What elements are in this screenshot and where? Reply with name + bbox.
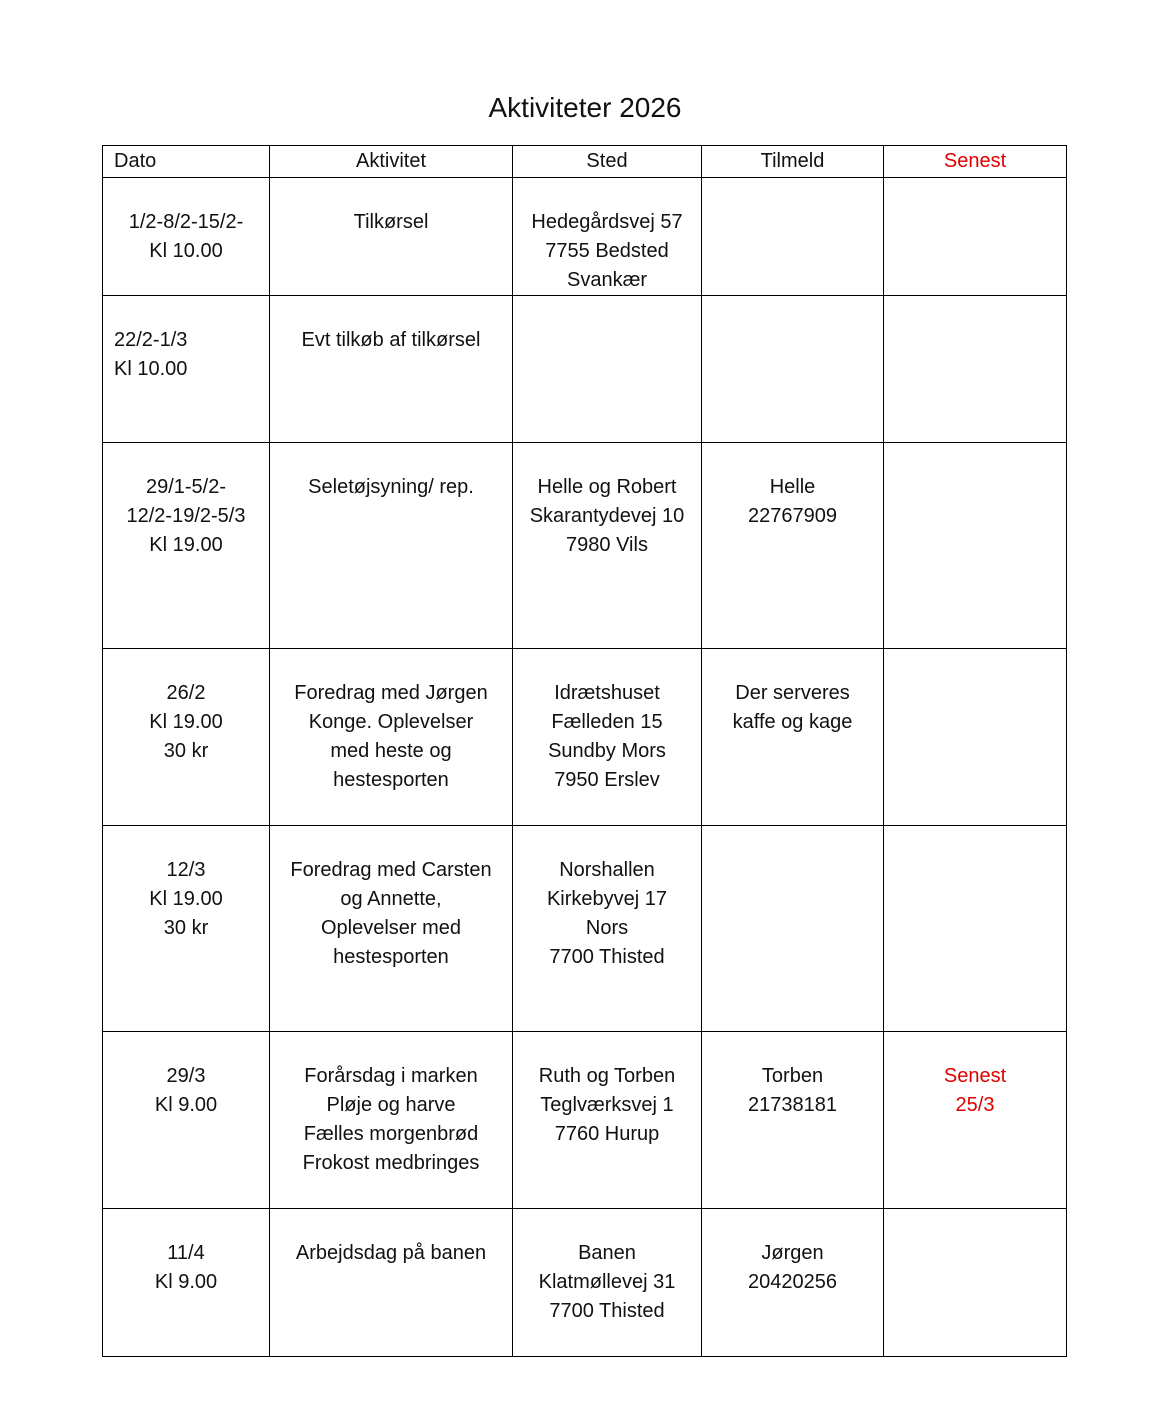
table-row <box>103 1032 1067 1209</box>
cell-line: Kl 19.00 <box>149 711 223 733</box>
cell-line: Kl 10.00 <box>114 358 188 380</box>
cell-line: Foredrag med Jørgen <box>294 682 488 704</box>
cell-tilmeld <box>702 296 884 443</box>
cell-dato <box>103 1032 270 1209</box>
header-senest: Senest <box>884 146 1067 178</box>
table-row <box>103 296 1067 443</box>
cell-line: Kl 10.00 <box>149 240 223 262</box>
cell-line: Idrætshuset <box>554 682 660 704</box>
cell-line: Arbejdsdag på banen <box>295 1242 487 1264</box>
cell-line: Kl 9.00 <box>154 1271 218 1293</box>
cell-line: Seletøjsyning/ rep. <box>308 476 474 498</box>
cell-line: 12/2-19/2-5/3 <box>126 505 246 527</box>
cell-line: Ruth og Torben <box>538 1065 676 1087</box>
cell-line: Foredrag med Carsten <box>290 859 492 881</box>
cell-line: Norshallen <box>559 859 655 881</box>
cell-line: Tilkørsel <box>353 211 429 233</box>
cell-line: 7980 Vils <box>566 534 648 556</box>
cell-aktivitet <box>270 443 513 649</box>
cell-sted <box>513 1032 702 1209</box>
cell-line: Forårsdag i marken <box>304 1065 478 1087</box>
cell-senest <box>884 649 1067 826</box>
cell-line: Evt tilkøb af tilkørsel <box>301 329 481 351</box>
page-title: Aktiviteter 2026 <box>488 92 682 123</box>
cell-tilmeld <box>702 826 884 1032</box>
cell-sted <box>513 826 702 1032</box>
cell-line: Teglværksvej 1 <box>540 1094 674 1116</box>
cell-line: Fælleden 15 <box>551 711 663 733</box>
activities-table <box>102 145 1067 1357</box>
cell-dato <box>103 826 270 1032</box>
cell-line: Nors <box>585 917 629 939</box>
cell-line: hestesporten <box>333 946 449 968</box>
cell-line: Kl 9.00 <box>154 1094 218 1116</box>
cell-line: Kl 19.00 <box>149 534 223 556</box>
header-aktivitet: Aktivitet <box>270 146 513 178</box>
cell-senest <box>884 1032 1067 1209</box>
cell-dato <box>103 1209 270 1357</box>
cell-line: 22/2-1/3 <box>114 329 188 351</box>
cell-line: kaffe og kage <box>732 711 853 733</box>
cell-senest <box>884 296 1067 443</box>
cell-line: Frokost medbringes <box>302 1152 480 1174</box>
cell-aktivitet <box>270 649 513 826</box>
cell-aktivitet <box>270 296 513 443</box>
cell-senest <box>884 1209 1067 1357</box>
cell-line: og Annette, <box>340 888 442 910</box>
cell-line: Banen <box>578 1242 636 1264</box>
cell-line: 30 kr <box>163 917 209 939</box>
cell-line: Helle <box>769 476 816 498</box>
cell-line: Pløje og harve <box>326 1094 456 1116</box>
cell-line: Skarantydevej 10 <box>529 505 685 527</box>
cell-line: 7755 Bedsted <box>545 240 669 262</box>
cell-dato <box>103 178 270 296</box>
header-sted: Sted <box>513 146 702 178</box>
cell-aktivitet <box>270 1209 513 1357</box>
cell-aktivitet <box>270 826 513 1032</box>
cell-senest <box>884 443 1067 649</box>
cell-line: 25/3 <box>955 1094 995 1116</box>
cell-line: 7700 Thisted <box>549 1300 665 1322</box>
cell-line: Der serveres <box>735 682 850 704</box>
cell-line: hestesporten <box>333 769 449 791</box>
cell-line: Kirkebyvej 17 <box>546 888 668 910</box>
cell-tilmeld <box>702 1209 884 1357</box>
table-row <box>103 178 1067 296</box>
cell-line: Klatmøllevej 31 <box>538 1271 676 1293</box>
cell-line: 29/3 <box>166 1065 206 1087</box>
table-row <box>103 1209 1067 1357</box>
cell-line: Hedegårdsvej 57 <box>531 211 683 233</box>
cell-line: 20420256 <box>748 1271 837 1293</box>
cell-aktivitet <box>270 1032 513 1209</box>
cell-sted <box>513 649 702 826</box>
cell-line: 7760 Hurup <box>554 1123 660 1145</box>
cell-tilmeld <box>702 443 884 649</box>
cell-line: Svankær <box>566 269 648 291</box>
cell-line: Kl 19.00 <box>149 888 223 910</box>
table-row <box>103 443 1067 649</box>
table-header-row <box>103 146 1067 178</box>
cell-line: 26/2 <box>166 682 206 704</box>
cell-tilmeld <box>702 178 884 296</box>
cell-dato <box>103 296 270 443</box>
cell-line: 29/1-5/2- <box>145 476 227 498</box>
cell-line: 30 kr <box>163 740 209 762</box>
cell-senest <box>884 826 1067 1032</box>
cell-dato <box>103 649 270 826</box>
cell-line: Torben <box>761 1065 824 1087</box>
cell-line: Senest <box>943 1065 1007 1087</box>
cell-senest <box>884 178 1067 296</box>
cell-line: Sundby Mors <box>548 740 666 762</box>
cell-sted <box>513 1209 702 1357</box>
cell-line: 7700 Thisted <box>549 946 665 968</box>
cell-line: med heste og <box>330 740 452 762</box>
header-dato: Dato <box>103 146 270 178</box>
cell-line: Helle og Robert <box>537 476 677 498</box>
cell-tilmeld <box>702 649 884 826</box>
cell-line: Fælles morgenbrød <box>303 1123 479 1145</box>
cell-line: 1/2-8/2-15/2- <box>128 211 244 233</box>
cell-sted <box>513 443 702 649</box>
table-row <box>103 826 1067 1032</box>
cell-sted <box>513 296 702 443</box>
cell-line: 22767909 <box>748 505 837 527</box>
cell-line: 11/4 <box>167 1242 205 1264</box>
cell-line: 21738181 <box>748 1094 837 1116</box>
cell-line: Konge. Oplevelser <box>308 711 474 733</box>
cell-sted <box>513 178 702 296</box>
cell-line: 12/3 <box>166 859 206 881</box>
cell-dato <box>103 443 270 649</box>
cell-line: Jørgen <box>761 1242 824 1264</box>
cell-line: 7950 Erslev <box>554 769 660 791</box>
table-row <box>103 649 1067 826</box>
cell-aktivitet <box>270 178 513 296</box>
cell-line: Oplevelser med <box>320 917 462 939</box>
header-tilmeld: Tilmeld <box>702 146 884 178</box>
cell-tilmeld <box>702 1032 884 1209</box>
